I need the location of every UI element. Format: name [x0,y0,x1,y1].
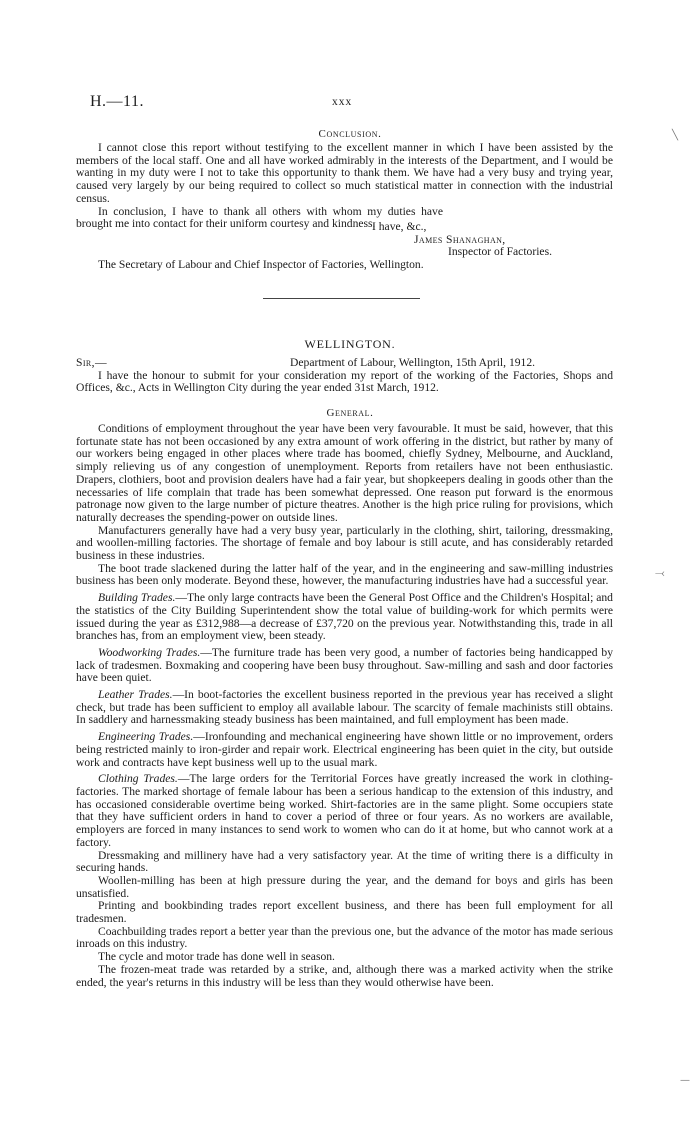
leather-trades-paragraph [76,689,613,727]
frozen-meat-paragraph: The frozen-meat trade was retarded by a strike, and, although there was a marked activity when the strike ended, the year's returns in this industry will be less than they would otherwise have been. [76,962,613,989]
conclusion-paragraph-2: In conclusion, I have to thank all others with whom my duties have brought me into contact for their uniform courtesy and kindness. [76,204,443,231]
coachbuilding-paragraph: Coachbuilding trades report a better year than the previous one, but the advance of the motor has made serious inroads on this industry. [76,924,613,951]
cycle-trade-paragraph: The cycle and motor trade has done well in season. [98,950,335,964]
signer-name: James Shanaghan, [414,232,506,246]
clothing-trades-label: Clothing Trades. [98,772,178,786]
woodworking-trades-text: —The furniture trade has been very good, a number of factories being handicapped by lack of tradesmen. Boxmaking and coopering have been busy throughout. Saw-milling and sash and door factories have been quiet. [76,645,613,685]
leather-trades-text: —In boot-factories the excellent business reported in the previous year has received a slight check, but trade has been sufficient to employ all available labour. The scarcity of female machinists still obtains. In saddlery and harnessmaking steady business has been maintained, and full employment has been made. [76,688,613,727]
general-paragraph-2: Manufacturers generally have had a very busy year, particularly in the clothing, shirt, tailoring, dressmaking, and woollen-milling factories. The shortage of female and boy labour is still acute, and has considerably retarded business in these industries. [76,523,613,563]
building-trades-text: —The only large contracts have been the General Post Office and the Children's Hospital; and the statistics of the City Building Superintendent show the total value of building-work for which permits were issued during the year as £312,988—a decrease of £37,720 on the previous year. Notwithstanding this, trade in all branches has, from an employment view, been steady. [76,591,613,643]
conclusion-paragraph-1: I cannot close this report without testifying to the excellent manner in which I have been assisted by the members of the local staff. One and all have worked admirably in the interests of the Department, and I would be wanting in my duty were I not to take this opportunity to thank them. We have had a very busy and trying year, caused very largely by our being required to collect so much statistical matter in connection with the industrial census. [76,141,613,205]
signature-block [76,221,613,272]
printing-paragraph: Printing and bookbinding trades report excellent business, and there has been full employment for all tradesmen. [76,899,613,926]
conclusion-heading: Conclusion. [318,128,382,140]
complimentary-close: I have, &c., [372,220,427,233]
report-body [76,423,613,989]
letter-opening [76,357,613,395]
building-trades-paragraph [76,592,613,643]
margin-mark-icon: ⤙ [655,566,665,580]
salutation: Sir,— [76,356,107,369]
engineering-trades-text: —Ironfounding and mechanical engineering have shown little or no improvement, orders being restricted mainly to iron-girder and repair work. Electrical engineering has been quiet in the city, but outside work and contracts have kept business well up to the usual mark. [76,730,614,769]
engineering-trades-label: Engineering Trades. [98,730,194,744]
dressmaking-paragraph: Dressmaking and millinery have had a very satisfactory year. At the time of writing there is a difficulty in securing hands. [76,848,613,875]
woodworking-trades-label: Woodworking Trades. [98,645,201,659]
section-divider [263,298,420,299]
leather-trades-label: Leather Trades. [98,688,173,702]
page-number: xxx [332,96,353,108]
conclusion-section [76,142,613,231]
general-paragraph-3: The boot trade slackened during the latter half of the year, and in the engineering and saw-milling industries business has been only moderate. Beyond these, however, the manufacturing industries have had a successful year. [76,561,613,588]
intro-paragraph: I have the honour to submit for your consideration my report of the working of the Factories, Shops and Offices, &c., Acts in Wellington City during the year ended 31st March, 1912. [76,368,613,395]
signer-title: Inspector of Factories. [448,245,552,259]
woodworking-trades-paragraph [76,647,613,685]
margin-mark-icon: ╲ [672,130,679,141]
clothing-trades-text: —The large orders for the Territorial Forces have greatly increased the work in clothing-factories. The marked shortage of female labour has been a serious handicap to the extension of this industry, and has occasioned considerable overtime being worked. Shirt-factories are in the same plight. Some occupiers state that they have sufficient orders in hand to cover a period of three or four years. As no workers are available, employers are forced in many instances to send work to women who can do it at home, but who cannot work at a factory. [76,772,614,849]
dateline: Department of Labour, Wellington, 15th April, 1912. [290,356,536,369]
general-paragraph-1: Conditions of employment throughout the year have been very favourable. It must be said, however, that this fortunate state has not been occasioned by any extra amount of work offering in the district, but rather by many of our workers being engaged in other places where trade has boomed, chiefly Sydney, Melbourne, and Auckland, simply relieving us of any congestion of unemployment. Reports from retailers have not been enthusiastic. Drapers, clothiers, boot and provision dealers have had a fair year, but shopkeepers dealing in goods other than the necessaries of life complain that trade has been somewhat depressed. One reason put forward is the enormous patronage now given to the large number of picture theatres. Another is the high price ruling for provisions, which naturally decreases the spending-power on outside lines. [76,422,613,524]
general-heading: General. [326,407,374,419]
margin-mark-icon: — [680,1075,690,1086]
engineering-trades-paragraph [76,731,613,769]
clothing-trades-paragraph [76,773,613,849]
addressee-line: The Secretary of Labour and Chief Inspector of Factories, Wellington. [98,258,424,272]
woollen-milling-paragraph: Woollen-milling has been at high pressure during the year, and the demand for boys and girls has been unsatisfied. [76,873,613,900]
building-trades-label: Building Trades. [98,591,176,605]
section-title-wellington: WELLINGTON. [304,337,396,351]
document-reference: H.—11. [90,93,144,110]
